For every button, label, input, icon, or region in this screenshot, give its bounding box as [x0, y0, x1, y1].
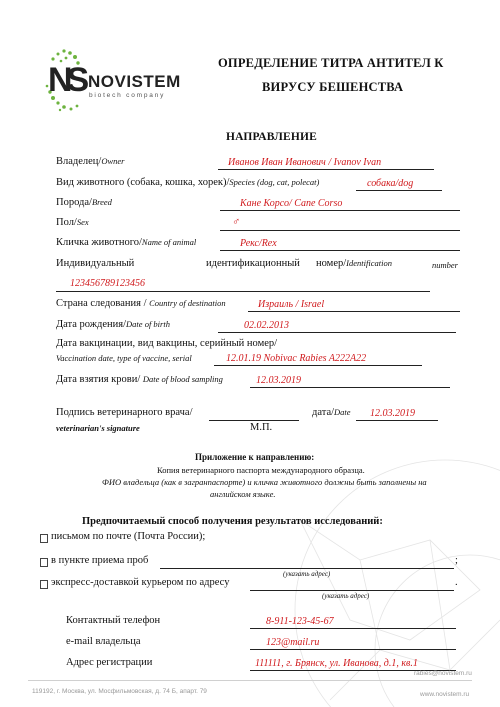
address-label: Адрес регистрации: [66, 657, 153, 668]
option-mail-label: письмом по почте (Почта России);: [51, 531, 206, 542]
vaccination-label: Дата вакцинации, вид вакцины, серийный номер/: [56, 338, 278, 349]
species-value[interactable]: собака/dog: [367, 178, 414, 189]
document-title-line1: ОПРЕДЕЛЕНИЕ ТИТРА АНТИТЕЛ К: [218, 56, 444, 70]
sex-underline: [220, 230, 460, 231]
email-underline: [250, 649, 456, 650]
vaccination-label-en: Vaccination date, type of vaccine, serial: [56, 353, 192, 363]
id-label-word3: номер/Identification: [316, 258, 392, 269]
id-label-word1: Индивидуальный: [56, 258, 135, 269]
animal-name-value[interactable]: Рекс/Rex: [240, 238, 277, 249]
checkbox-point[interactable]: [40, 558, 48, 567]
vet-signature-label-en: veterinarian's signature: [56, 423, 140, 433]
sex-label: Пол/Sex: [56, 217, 89, 228]
vet-signature-label: Подпись ветеринарного врача/: [56, 407, 193, 418]
owner-value[interactable]: Иванов Иван Иванович / Ivanov Ivan: [228, 157, 382, 168]
checkbox-mail[interactable]: [40, 534, 48, 543]
email-value[interactable]: 123@mail.ru: [266, 637, 320, 648]
animal-name-label: Кличка животного/Name of animal: [56, 237, 197, 248]
document-title-line2: ВИРУСУ БЕШЕНСТВА: [262, 80, 404, 94]
phone-label: Контактный телефон: [66, 615, 161, 626]
vet-date-value[interactable]: 12.03.2019: [370, 408, 415, 419]
country-value[interactable]: Израиль / Israel: [258, 299, 325, 310]
checkbox-courier[interactable]: [40, 580, 48, 589]
option-courier-label: экспресс-доставкой курьером по адресу: [51, 577, 230, 588]
vaccination-underline: [214, 365, 422, 366]
dob-label: Дата рождения/Date of birth: [56, 319, 170, 330]
footer-address: 119192, г. Москва, ул. Мосфильмовская, д. 74 Б, апарт. 79: [32, 688, 207, 695]
logo-name: NOVISTEM: [88, 72, 181, 91]
id-underline: [56, 291, 430, 292]
footer-site[interactable]: www.novistem.ru: [420, 691, 470, 698]
footer-email[interactable]: rabies@novistem.ru: [414, 670, 472, 677]
country-label: Страна следования / Country of destination: [56, 298, 226, 309]
species-label: Вид животного (собака, кошка, хорек)/Species (dog, cat, polecat): [56, 177, 320, 188]
owner-underline: [218, 169, 434, 170]
point-address-underline[interactable]: [160, 568, 454, 569]
courier-address-hint: (указать адрес): [322, 592, 370, 600]
blood-date-label: Дата взятия крови/ Date of blood sampling: [56, 374, 223, 385]
owner-label: Владелец/Owner: [56, 156, 125, 167]
animal-name-underline: [220, 250, 460, 251]
stamp-label: М.П.: [250, 422, 273, 433]
vet-date-label: дата/Date: [312, 407, 351, 418]
phone-underline: [250, 628, 456, 629]
phone-value[interactable]: 8-911-123-45-67: [266, 616, 334, 627]
country-underline: [248, 311, 460, 312]
appendix-line3: английском языке.: [210, 489, 276, 499]
point-address-hint: (указать адрес): [283, 570, 331, 578]
address-value[interactable]: 111111, г. Брянск, ул. Иванова, д.1, кв.1: [255, 658, 418, 669]
species-underline: [356, 190, 442, 191]
appendix-line1: Копия ветеринарного паспорта международного образца.: [157, 465, 365, 475]
id-label-word4: number: [432, 260, 458, 270]
appendix-line2: ФИО владельца (как в загранпаспорте) и кличка животного должны быть заполнены на: [102, 477, 427, 487]
footer-rule: [28, 680, 472, 681]
vet-signature-underline[interactable]: [209, 420, 299, 421]
logo-tagline: biotech company: [89, 92, 166, 99]
option-point-label: в пункте приема проб: [51, 555, 149, 566]
delivery-title: Предпочитаемый способ получения результатов исследований:: [82, 516, 383, 527]
appendix-title: Приложение к направлению:: [195, 452, 315, 462]
email-label: e-mail владельца: [66, 636, 141, 647]
blood-date-underline: [250, 387, 450, 388]
vet-date-underline: [356, 420, 438, 421]
breed-underline: [220, 210, 460, 211]
sex-value[interactable]: ♂: [232, 216, 241, 228]
breed-label: Порода/Breed: [56, 197, 112, 208]
courier-address-underline[interactable]: [250, 590, 454, 591]
option-courier-end: .: [455, 577, 458, 588]
logo-letters: NS: [48, 61, 84, 99]
section-title: НАПРАВЛЕНИЕ: [226, 131, 317, 143]
logo: [44, 48, 204, 116]
id-label-word2: идентификационный: [206, 258, 300, 269]
blood-date-value[interactable]: 12.03.2019: [256, 375, 301, 386]
vaccination-value[interactable]: 12.01.19 Nobivac Rabies A222A22: [226, 353, 367, 364]
id-value[interactable]: 123456789123456: [70, 278, 145, 289]
breed-value[interactable]: Кане Корсо/ Cane Corso: [240, 198, 343, 209]
option-point-end: ;: [455, 555, 458, 566]
dob-value[interactable]: 02.02.2013: [244, 320, 289, 331]
dob-underline: [218, 332, 456, 333]
